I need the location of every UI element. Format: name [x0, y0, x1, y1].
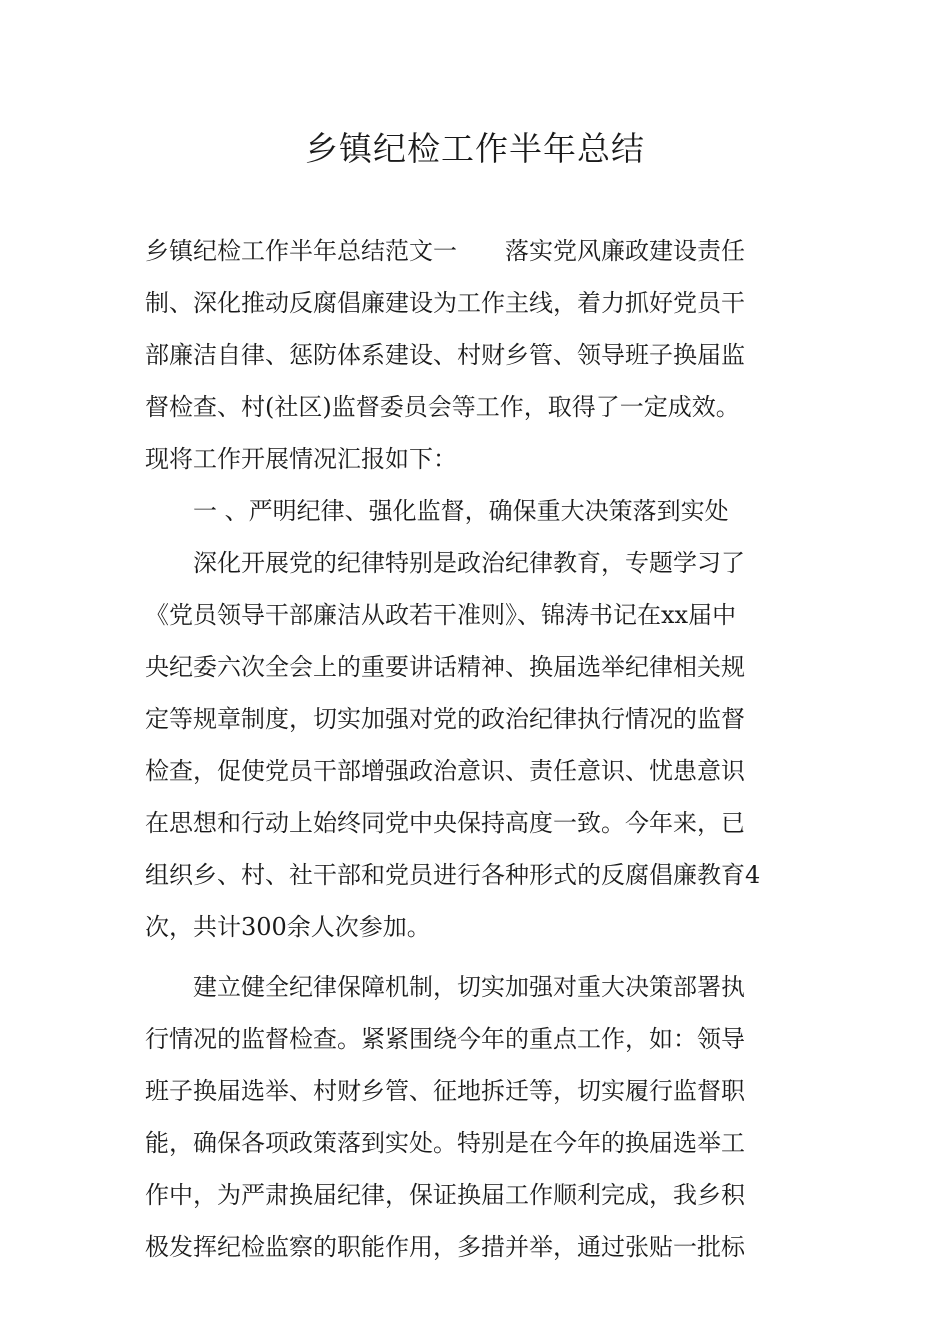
- body-line: 组织乡、村、社干部和党员进行各种形式的反腐倡廉教育4: [145, 861, 761, 889]
- body-line: 督检查、村(社区)监督委员会等工作，取得了一定成效。: [145, 393, 740, 421]
- body-line: 深化开展党的纪律特别是政治纪律教育，专题学习了: [145, 549, 745, 577]
- paragraph-gap: [145, 953, 815, 961]
- body-line: 《党员领导干部廉洁从政若干准则》、锦涛书记在xx届中: [145, 601, 737, 629]
- body-line: 行情况的监督检查。紧紧围绕今年的重点工作，如：领导: [145, 1025, 745, 1053]
- body-line: 能，确保各项政策落到实处。特别是在今年的换届选举工: [145, 1129, 745, 1157]
- body-line: 作中，为严肃换届纪律，保证换届工作顺利完成，我乡积: [145, 1181, 745, 1209]
- body-line: 极发挥纪检监察的职能作用，多措并举，通过张贴一批标: [145, 1233, 745, 1261]
- body-line: 建立健全纪律保障机制，切实加强对重大决策部署执: [145, 973, 745, 1001]
- body-line: 部廉洁自律、惩防体系建设、村财乡管、领导班子换届监: [145, 341, 745, 369]
- section-heading: 一 、严明纪律、强化监督，确保重大决策落到实处: [145, 497, 729, 525]
- document-body: [145, 225, 815, 1273]
- body-line: 乡镇纪检工作半年总结范文一 落实党风廉政建设责任: [145, 237, 745, 265]
- body-line: 央纪委六次全会上的重要讲话精神、换届选举纪律相关规: [145, 653, 745, 681]
- body-line: 检查，促使党员干部增强政治意识、责任意识、忧患意识: [145, 757, 745, 785]
- body-line: 次，共计300余人次参加。: [145, 913, 431, 941]
- document-title: 乡镇纪检工作半年总结: [305, 129, 645, 168]
- body-line: 现将工作开展情况汇报如下：: [145, 445, 457, 473]
- body-line: 制、深化推动反腐倡廉建设为工作主线，着力抓好党员干: [145, 289, 745, 317]
- body-line: 定等规章制度，切实加强对党的政治纪律执行情况的监督: [145, 705, 745, 733]
- body-line: 在思想和行动上始终同党中央保持高度一致。今年来，已: [145, 809, 745, 837]
- body-line: 班子换届选举、村财乡管、征地拆迁等，切实履行监督职: [145, 1077, 745, 1105]
